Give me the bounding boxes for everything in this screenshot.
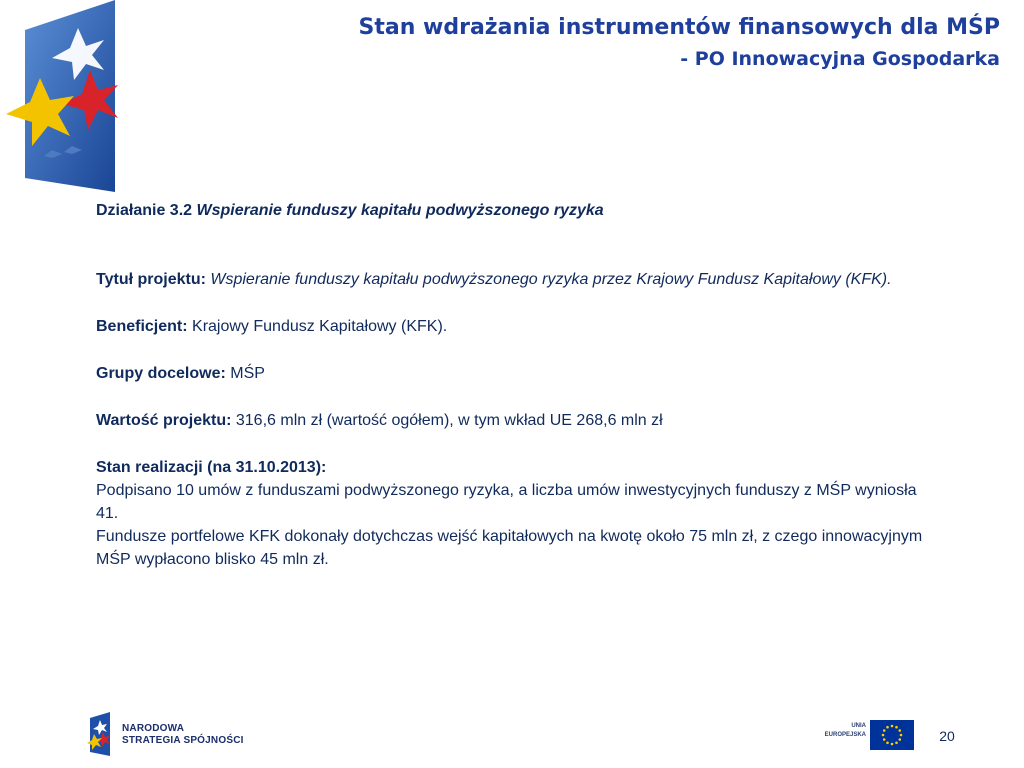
page-number: 20 (939, 728, 955, 744)
eu-star-icon (883, 738, 886, 741)
eu-star-icon (898, 738, 901, 741)
slide-content (96, 199, 936, 571)
stan-line1: Podpisano 10 umów z funduszami podwyższonego ryzyka, a liczba umów inwestycyjnych funduszy z MŚP wyniosła 41. (96, 482, 917, 522)
tytul-label: Tytuł projektu: (96, 271, 211, 288)
eu-star-icon (891, 743, 894, 746)
nss-logo-icon (86, 712, 116, 756)
innovative-economy-logo-icon (0, 0, 170, 195)
wartosc-paragraph (96, 409, 936, 432)
eu-star-icon (886, 726, 889, 729)
nss-text (122, 723, 244, 747)
dzialanie-paragraph (96, 199, 936, 222)
beneficjent-label: Beneficjent: (96, 318, 193, 335)
beneficjent-value: Krajowy Fundusz Kapitałowy (KFK). (192, 318, 448, 335)
eu-star-icon (886, 741, 889, 744)
dzialanie-value: Wspieranie funduszy kapitału podwyższonego ryzyka (196, 202, 604, 219)
eu-star-icon (898, 729, 901, 732)
slide-subtitle: - PO Innowacyjna Gospodarka (680, 48, 1000, 70)
eu-star-icon (882, 734, 885, 737)
grupy-value: MŚP (230, 365, 265, 382)
grupy-paragraph (96, 362, 936, 385)
eu-line1: UNIA (851, 723, 866, 729)
dzialanie-label: Działanie 3.2 (96, 202, 197, 219)
stan-label (96, 456, 936, 479)
wartosc-label: Wartość projektu: (96, 412, 236, 429)
eu-star-icon (895, 726, 898, 729)
eu-line2: EUROPEJSKA (824, 732, 866, 738)
tytul-value: Wspieranie funduszy kapitału podwyższonego ryzyka przez Krajowy Fundusz Kapitałowy (KFK). (210, 271, 892, 288)
eu-star-icon (891, 725, 894, 728)
nss-line1: NARODOWA (122, 723, 185, 734)
eu-star-icon (900, 734, 903, 737)
nss-logo (86, 712, 246, 758)
eu-flag-icon (870, 720, 914, 750)
eu-star-icon (895, 741, 898, 744)
slide-title (359, 12, 1000, 74)
wartosc-value: 316,6 mln zł (wartość ogółem), w tym wkład UE 268,6 mln zł (235, 412, 663, 429)
eu-star-icon (883, 729, 886, 732)
stan-label-text: Stan realizacji (na 31.10.2013): (96, 459, 327, 476)
grupy-label: Grupy docelowe: (96, 365, 231, 382)
tytul-paragraph (96, 268, 936, 291)
nss-line2: STRATEGIA SPÓJNOŚCI (122, 735, 244, 746)
eu-text (822, 722, 866, 740)
eu-logo (822, 718, 918, 752)
beneficjent-paragraph (96, 315, 936, 338)
stan-line2: Fundusze portfelowe KFK dokonały dotychczas wejść kapitałowych na kwotę około 75 mln zł, z czego innowacyjnym MŚP wypłacono blisko 45 mln zł. (96, 528, 923, 568)
slide-title-line1: Stan wdrażania instrumentów finansowych dla MŚP (358, 15, 1000, 40)
